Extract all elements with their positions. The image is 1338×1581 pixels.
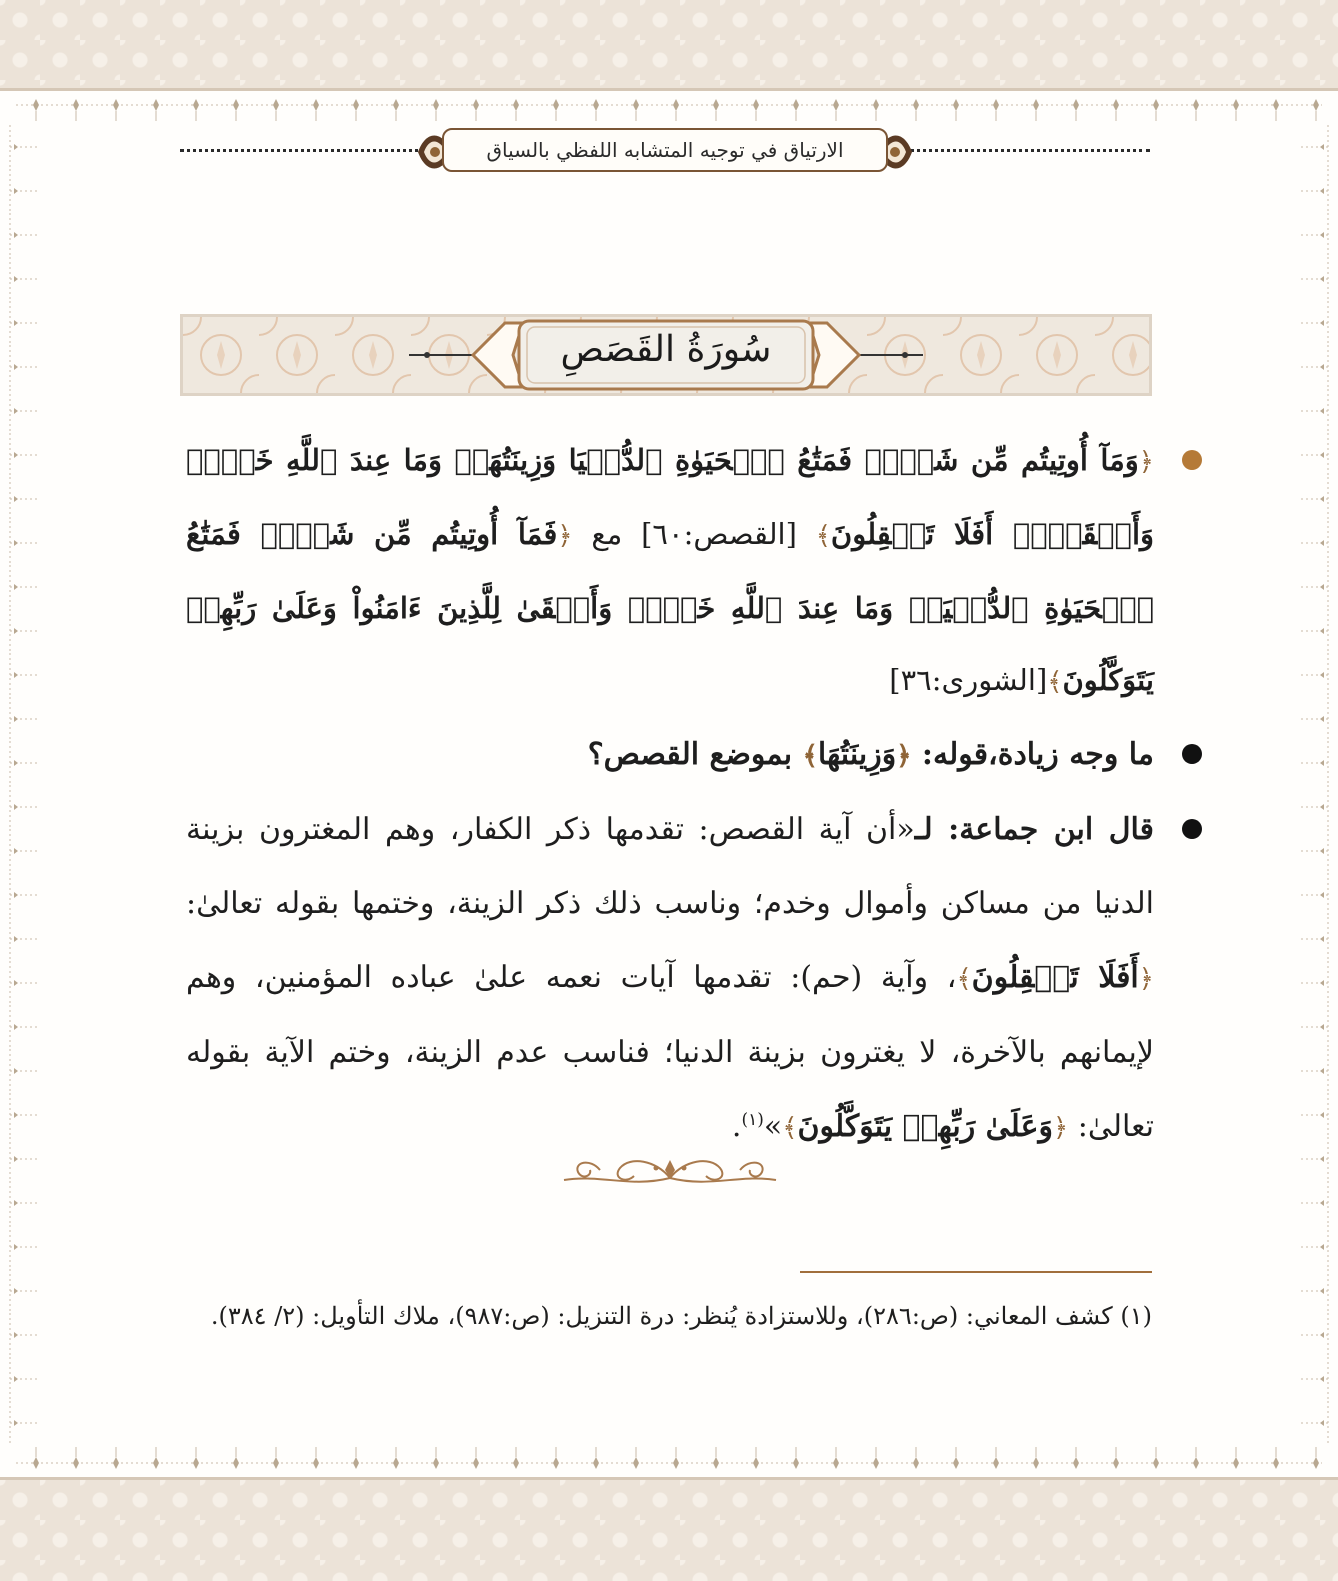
main-content <box>186 424 1154 1165</box>
frame-left-border <box>4 125 42 1443</box>
ornate-bracket-close-icon: ﴾ <box>815 521 831 551</box>
list-item-question <box>186 718 1154 793</box>
surah-title: سُورَةُ القَصَصِ <box>560 329 772 370</box>
closing-quote: » <box>763 1109 783 1144</box>
frame-top-border <box>16 97 1322 125</box>
ornate-bracket-open-icon: ﴿ <box>1053 1113 1069 1143</box>
question-tail: بموضع القصص؟ <box>587 737 793 772</box>
running-title: الارتياق في توجيه المتشابه اللفظي بالسياق <box>486 138 844 162</box>
verse-shura-36: فَمَآ أُوتِيتُم مِّن شَيۡءٖ فَمَتَٰعُ ٱلۡحَيَوٰةِ ٱلدُّنۡيَاۖ وَمَا عِندَ ٱللَّهِ خَيۡرٞ وَأَبۡقَىٰ لِلَّذِينَ ءَامَنُواْ وَعَلَىٰ رَبِّهِمۡ يَتَوَكَّلُونَ <box>186 517 1154 697</box>
frame-right-border <box>1296 125 1334 1443</box>
answer-verse-1: أَفَلَا تَعۡقِلُونَ <box>971 960 1139 995</box>
running-header <box>180 122 1150 182</box>
question-lead: ما وجه زيادة،قوله: <box>921 737 1154 772</box>
list-item-answer <box>186 793 1154 1165</box>
answer-text-2: ، وآية (حم): تقدمها آيات نعمه علىٰ عباده المؤمنين، وهم لإيمانهم بالآخرة، لا يغترون بزينة الدنيا؛ فناسب عدم الزينة، وختم الآية بقوله تعالىٰ: <box>186 960 1154 1144</box>
ornate-bracket-close-icon: ﴾ <box>1047 667 1063 697</box>
comparison-word: مع <box>591 517 623 551</box>
question-paragraph <box>186 718 1154 793</box>
footnote: (١) كشف المعاني: (ص:٢٨٦)، وللاستزادة يُنظر: درة التنزيل: (ص:٩٨٧)، ملاك التأويل: (٢/ ٣٨٤). <box>210 1302 1152 1330</box>
reference-shura: [الشورى:٣٦] <box>889 663 1048 697</box>
ornate-bracket-close-icon: ﴾ <box>782 1113 798 1143</box>
bullet-icon <box>1182 744 1202 764</box>
verse-qasas-60: وَمَآ أُوتِيتُم مِّن شَيۡءٖ فَمَتَٰعُ ٱلۡحَيَوٰةِ ٱلدُّنۡيَا وَزِينَتُهَاۚ وَمَا عِندَ ٱللَّهِ خَيۡرٞ وَأَبۡقَىٰٓۚ أَفَلَا تَعۡقِلُونَ <box>186 443 1155 551</box>
ornate-bracket-open-icon: ﴿ <box>1138 964 1154 994</box>
ornate-bracket-close-icon: ﴾ <box>802 741 818 771</box>
answer-verse-2: وَعَلَىٰ رَبِّهِمۡ يَتَوَكَّلُونَ <box>797 1109 1053 1144</box>
answer-text-1: «أن آية القصص: تقدمها ذكر الكفار، وهم المغترون بزينة الدنيا من مساكن وأموال وخدم؛ وناسب ذلك ذكر الزينة، وختمها بقوله تعالىٰ: <box>186 812 1154 921</box>
ornate-bracket-open-icon: ﴿ <box>557 521 573 551</box>
footnote-marker: (١) <box>741 1110 764 1130</box>
surah-banner <box>180 314 1152 396</box>
footnote-separator <box>800 1271 1152 1273</box>
ornate-bracket-open-icon: ﴿ <box>896 741 912 771</box>
header-dotted-rule-left <box>180 149 432 152</box>
header-title-box <box>442 128 888 172</box>
frame-bottom-border <box>16 1443 1322 1471</box>
answer-end: . <box>731 1109 742 1144</box>
bullet-gold-icon <box>1182 450 1202 470</box>
answer-speaker: قال ابن جماعة: لـ <box>914 812 1154 847</box>
answer-paragraph <box>186 793 1154 1165</box>
section-divider-ornament-icon <box>560 1138 780 1198</box>
list-item-verse-comparison <box>186 424 1154 718</box>
reference-qasas: [القصص:٦٠] <box>641 517 797 551</box>
header-dotted-rule-right <box>898 149 1150 152</box>
question-word: وَزِينَتُهَا <box>817 737 897 772</box>
ornate-bracket-open-icon: ﴿ <box>1138 447 1154 477</box>
ornate-bracket-close-icon: ﴾ <box>956 964 972 994</box>
verse-comparison-paragraph <box>186 424 1154 718</box>
bullet-icon <box>1182 819 1202 839</box>
